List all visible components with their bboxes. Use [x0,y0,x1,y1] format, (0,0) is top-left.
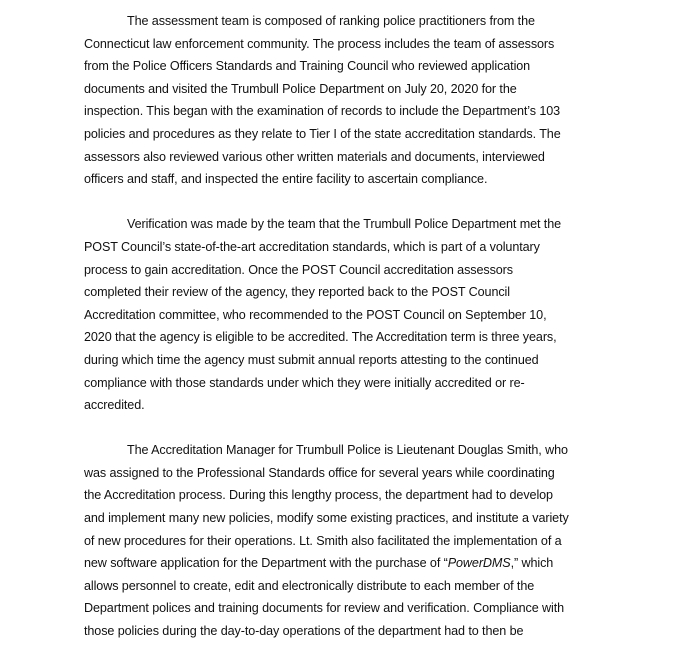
text-line: those policies during the day-to-day operations of the department had to then be [84,624,524,639]
text-line: The Accreditation Manager for Trumbull Police is Lieutenant Douglas Smith, who [127,443,568,458]
text-line: was assigned to the Professional Standards office for several years while coordinating [84,465,555,480]
text-line: during which time the agency must submit annual reports attesting to the continued [84,352,539,367]
paragraph-assessment-team [84,10,604,191]
text-line: of new procedures for their operations. Lt. Smith also facilitated the implementation of a [84,533,562,548]
paragraph-verification [84,213,604,416]
text-line: POST Council’s state-of-the-art accreditation standards, which is part of a voluntary [84,239,540,254]
text-line: inspection. This began with the examination of records to include the Department’s 103 [84,104,561,119]
text-line: Verification was made by the team that the Trumbull Police Department met the [127,217,561,232]
text-line: Accreditation committee, who recommended to the POST Council on September 10, [84,307,547,322]
text-line: assessors also reviewed various other written materials and documents, interviewed [84,149,545,164]
text-line: Connecticut law enforcement community. The process includes the team of assessors [84,36,555,51]
text-line: from the Police Officers Standards and Training Council who reviewed application [84,59,531,74]
text-line: compliance with those standards under which they were initially accredited or re- [84,375,525,390]
text-segment: ,” which [510,556,554,571]
software-name: PowerDMS [447,556,511,571]
text-line: policies and procedures as they relate to Tier I of the state accreditation standards. The [84,126,561,141]
text-line: completed their review of the agency, they reported back to the POST Council [84,285,510,300]
text-line [84,552,604,575]
text-line: the Accreditation process. During this lengthy process, the department had to develop [84,488,553,503]
text-line: process to gain accreditation. Once the POST Council accreditation assessors [84,262,513,277]
text-segment: new software application for the Department with the purchase of “ [84,556,448,571]
text-line: accredited. [84,398,145,413]
text-line: allows personnel to create, edit and electronically distribute to each member of the [84,578,535,593]
text-line: documents and visited the Trumbull Police Department on July 20, 2020 for the [84,81,517,96]
text-line: Department polices and training documents for review and verification. Compliance with [84,601,564,616]
document-page [84,10,604,665]
text-line: officers and staff, and inspected the entire facility to ascertain compliance. [84,172,488,187]
text-line: The assessment team is composed of ranking police practitioners from the [127,14,535,28]
text-line: and implement many new policies, modify some existing practices, and institute a variety [84,511,569,526]
text-line: 2020 that the agency is eligible to be accredited. The Accreditation term is three years, [84,330,557,345]
paragraph-accreditation-manager [84,439,604,642]
